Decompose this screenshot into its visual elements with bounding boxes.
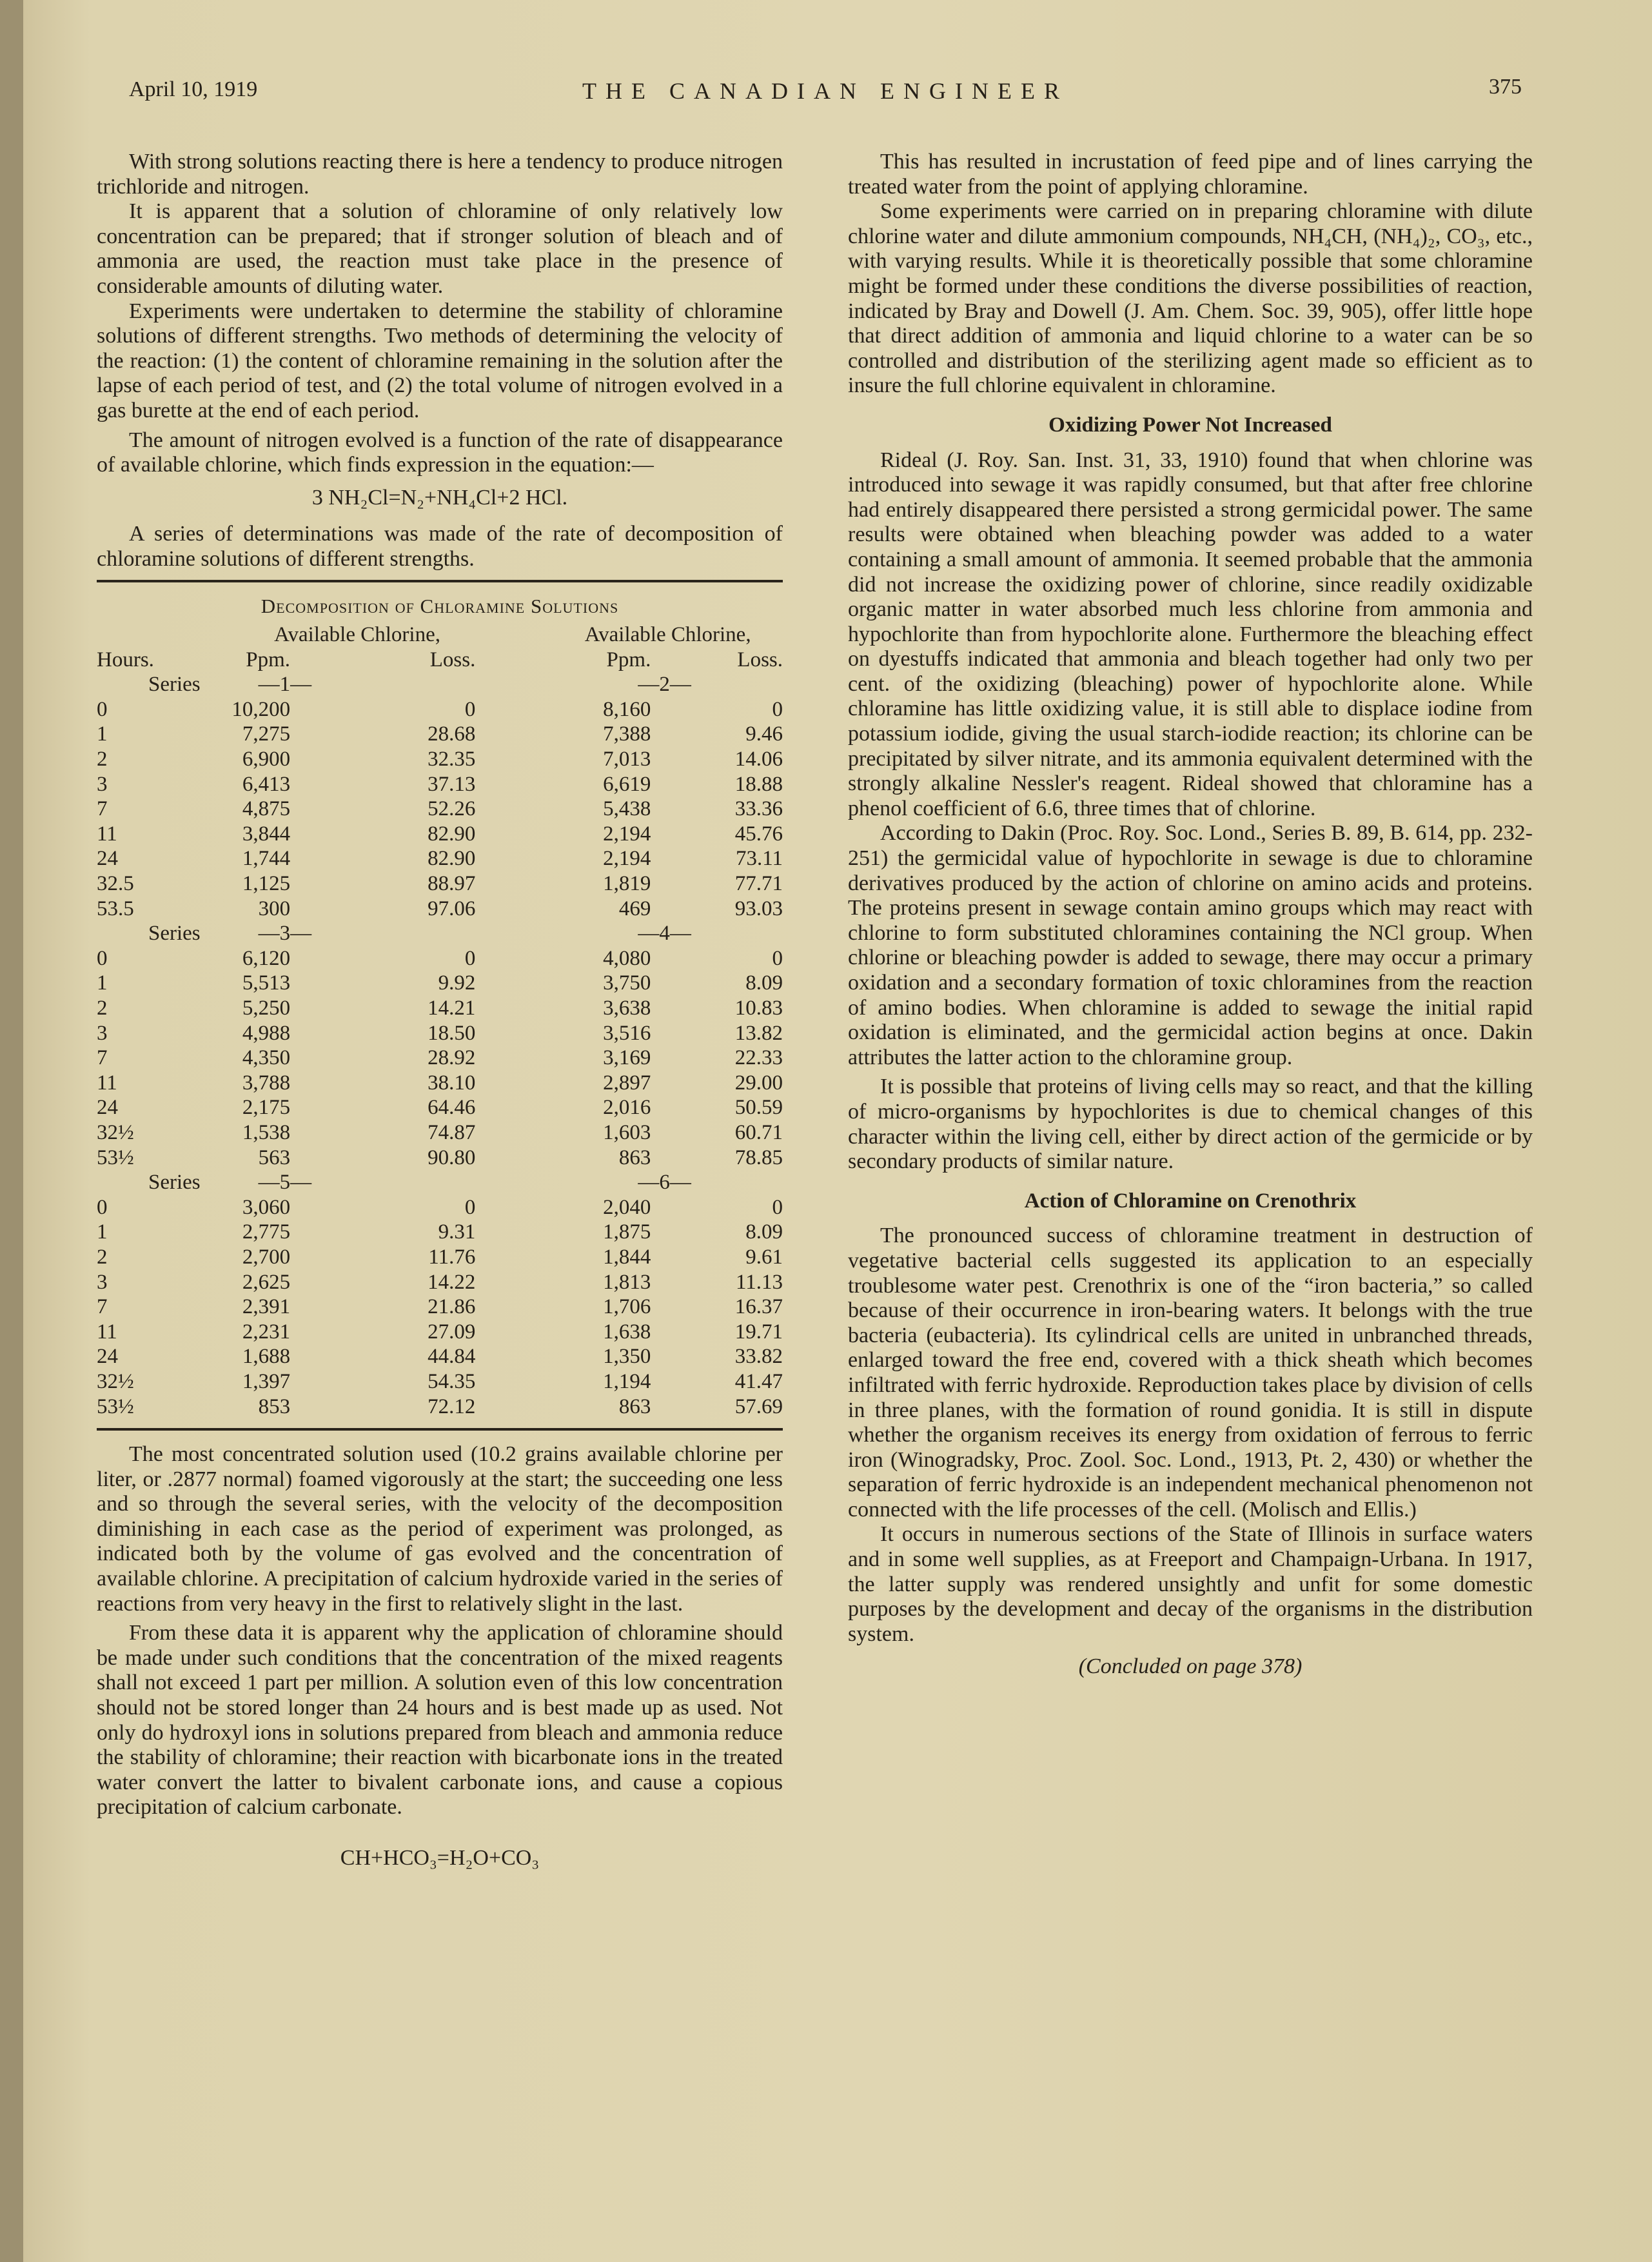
column-header: Hours. xyxy=(97,648,154,671)
table-cell: 33.36 xyxy=(734,797,783,821)
table-cell: 4,350 xyxy=(242,1046,291,1070)
table-cell: 3,750 xyxy=(603,971,651,995)
series-number: —5— xyxy=(258,1171,312,1195)
table-cell: 0 xyxy=(464,1195,476,1219)
table-cell: 3,844 xyxy=(242,822,291,846)
table-row xyxy=(97,996,783,1021)
reaction-equation: 3 NH₂Cl=N₂+NH₄Cl+2 HCl. xyxy=(311,485,568,510)
table-row xyxy=(97,1344,783,1369)
left-column xyxy=(97,150,783,1871)
table-cell: 0 xyxy=(97,1195,108,1219)
paragraph: The pronounced success of chloramine treatment in destruction of vegetative bacterial cells suggested its application to an especially troublesome water pest. Crenothrix is one of the “iron bacteria,” so called because of their occurrence in iron-bearing waters. It belongs with the true bacteria (eubacteria). Its cylindrical cells are united in unbranched threads, enlarged toward the free end, covered with a thick sheath which becomes infiltrated with ferric hydroxide. Reproduction takes place by division of cells in three planes, with the formation of round gonidia. It is still in dispute whether the organism receives its energy from oxidation of ferrous to ferric iron (Winogradsky, Proc. Zool. Soc. Lond., 1913, Pt. 2, 430) or whether the separation of ferric hydroxide is an independent mechanical phenomenon not connected with the life processes of the cell. (Molisch and Ellis.) xyxy=(848,1224,1533,1522)
table-cell: 1,538 xyxy=(242,1120,291,1144)
table-cell: 3 xyxy=(97,772,108,796)
table-cell: 469 xyxy=(618,897,651,920)
column-header: Loss. xyxy=(429,648,476,671)
table-cell: 6,413 xyxy=(242,772,291,796)
table-cell: 9.61 xyxy=(745,1245,783,1269)
paragraph: A series of determinations was made of the rate of decomposition of chloramine solutions of different strengths. xyxy=(97,522,783,571)
series-word: Series xyxy=(148,922,201,946)
table-row xyxy=(97,1295,783,1320)
table-cell: 2 xyxy=(97,997,108,1020)
table-cell: 0 xyxy=(772,697,783,721)
table-cell: 45.76 xyxy=(734,822,783,846)
table-cell: 3,638 xyxy=(603,997,651,1020)
table-cell: 6,120 xyxy=(242,946,291,970)
table-cell: 27.09 xyxy=(428,1320,476,1344)
table-cell: 11 xyxy=(97,822,117,846)
table-cell: 38.10 xyxy=(428,1071,476,1095)
paragraph: The most concentrated solution used (10.2 grains available chlorine per liter, or .2877 normal) foamed vigorously at the start; the succeeding one less and so through the several series, with the velocity of the decomposition diminishing in each case as the period of experiment was prolonged, as indicated both by the volume of gas evolved and the concentration of available chlorine. A precipitation of calcium hydroxide varied in the series of reactions from very heavy in the first to relatively slight in the last. xyxy=(97,1442,783,1616)
table-cell: 0 xyxy=(464,697,476,721)
table-header-row-2 xyxy=(97,648,783,673)
table-cell: 1,603 xyxy=(603,1120,651,1144)
table-row xyxy=(97,1021,783,1046)
table-cell: 32½ xyxy=(97,1369,134,1393)
paragraph: Some experiments were carried on in preparing chloramine with dilute chlorine water and dilute ammonium compounds, NH₄CH, (NH₄)₂, CO₃, etc., with varying results. While it is theoretically possible that some chloramine might be formed under these conditions the diverse possibilities of reaction, indicated by Bray and Dowell (J. Am. Chem. Soc. 39, 905), offer little hope that direct addition of ammonia and liquid chlorine to a water can be so controlled and distribution of the sterilizing agent made so efficient as to insure the full chlorine equivalent in chloramine. xyxy=(848,199,1533,398)
series-label-row xyxy=(97,921,783,946)
table-cell: 853 xyxy=(258,1394,291,1418)
column-group-header: Available Chlorine, xyxy=(584,623,751,647)
table-cell: 10.83 xyxy=(734,997,783,1020)
series-number: —1— xyxy=(258,673,312,697)
table-cell: 8.09 xyxy=(745,971,783,995)
table-cell: 24 xyxy=(97,1345,118,1369)
table-cell: 3 xyxy=(97,1021,108,1045)
table-cell: 24 xyxy=(97,1096,118,1120)
paragraph: It is apparent that a solution of chloramine of only relatively low concentration can be prepared; that if stronger solution of bleach and of ammonia are used, the reaction must take place in the presence of considerable amounts of diluting water. xyxy=(97,199,783,298)
table-row xyxy=(97,1320,783,1345)
table-row xyxy=(97,897,783,922)
column-header: Loss. xyxy=(737,648,783,671)
table-cell: 7,013 xyxy=(603,748,651,771)
table-cell: 863 xyxy=(618,1394,651,1418)
table-cell: 88.97 xyxy=(428,872,476,896)
table-cell: 53½ xyxy=(97,1146,134,1169)
table-cell: 57.69 xyxy=(734,1394,783,1418)
table-cell: 32½ xyxy=(97,1120,134,1144)
table-cell: 22.33 xyxy=(734,1046,783,1070)
table-cell: 300 xyxy=(258,897,291,920)
table-cell: 3,169 xyxy=(603,1046,651,1070)
table-cell: 1,819 xyxy=(603,872,651,896)
table-cell: 11 xyxy=(97,1320,117,1344)
table-cell: 90.80 xyxy=(428,1146,476,1169)
running-header xyxy=(129,77,1522,116)
table-cell: 24 xyxy=(97,847,118,871)
table-cell: 11.13 xyxy=(735,1270,783,1294)
table-cell: 32.5 xyxy=(97,872,134,896)
table-row xyxy=(97,1146,783,1171)
table-cell: 13.82 xyxy=(734,1021,783,1045)
table-cell: 1 xyxy=(97,1220,108,1244)
table-cell: 82.90 xyxy=(428,847,476,871)
table-cell: 0 xyxy=(772,1195,783,1219)
table-cell: 9.31 xyxy=(438,1220,476,1244)
paragraph: The amount of nitrogen evolved is a function of the rate of disappearance of available chlorine, which finds expression in the equation:— xyxy=(97,428,783,477)
table-cell: 1,194 xyxy=(603,1369,651,1393)
table-cell: 53.5 xyxy=(97,897,134,920)
table-cell: 44.84 xyxy=(428,1345,476,1369)
table-cell: 52.26 xyxy=(428,797,476,821)
section-heading: Oxidizing Power Not Increased xyxy=(1048,413,1332,437)
table-cell: 50.59 xyxy=(734,1096,783,1120)
table-cell: 2,040 xyxy=(603,1195,651,1219)
table-cell: 2,231 xyxy=(242,1320,291,1344)
table-cell: 2,175 xyxy=(242,1096,291,1120)
table-cell: 3,060 xyxy=(242,1195,291,1219)
table-cell: 6,619 xyxy=(603,772,651,796)
table-cell: 1,125 xyxy=(242,872,291,896)
table-cell: 74.87 xyxy=(428,1120,476,1144)
table-cell: 2 xyxy=(97,1245,108,1269)
table-cell: 0 xyxy=(464,946,476,970)
table-cell: 77.71 xyxy=(734,872,783,896)
table-cell: 0 xyxy=(97,946,108,970)
table-row xyxy=(97,1195,783,1220)
page-binding-shadow xyxy=(0,0,23,2262)
series-number: —4— xyxy=(638,922,691,946)
paragraph: From these data it is apparent why the application of chloramine should be made under such conditions that the concentration of the mixed reagents shall not exceed 1 part per million. A solution even of this low concentration should not be stored longer than 24 hours and is best made up as used. Not only do hydroxyl ions in solutions prepared from bleach and ammonia reduce the stability of chloramine; their reaction with bicarbonate ions in the treated water convert the latter to bivalent carbonate ions, and cause a copious precipitation of calcium carbonate. xyxy=(97,1621,783,1820)
table-row xyxy=(97,1071,783,1096)
table-cell: 11 xyxy=(97,1071,117,1095)
table-cell: 9.92 xyxy=(438,971,476,995)
page-number: 375 xyxy=(1489,75,1522,99)
series-word: Series xyxy=(148,673,201,697)
table-cell: 60.71 xyxy=(734,1120,783,1144)
table-row xyxy=(97,946,783,971)
table-cell: 1,638 xyxy=(603,1320,651,1344)
series-number: —6— xyxy=(638,1171,691,1195)
table-row xyxy=(97,1245,783,1270)
series-label xyxy=(97,1170,527,1195)
table-cell: 7 xyxy=(97,797,108,821)
table-cell: 11.76 xyxy=(428,1245,476,1269)
table-cell: 2,016 xyxy=(603,1096,651,1120)
paragraph: It is possible that proteins of living cells may so react, and that the killing of micro-organisms by hypochlorites is due to chemical changes of this character within the living cell, either by direct action of the germicide or by secondary products of similar nature. xyxy=(848,1075,1533,1174)
table-cell: 1,688 xyxy=(242,1345,291,1369)
paragraph: With strong solutions reacting there is here a tendency to produce nitrogen trichloride and nitrogen. xyxy=(97,150,783,199)
table-cell: 1 xyxy=(97,722,108,746)
carbonate-equation: CH+HCO₃=H₂O+CO₃ xyxy=(340,1846,540,1870)
decomposition-table xyxy=(97,622,783,1419)
table-cell: 78.85 xyxy=(734,1146,783,1169)
table-bottom-rule xyxy=(97,1428,783,1431)
table-cell: 1,744 xyxy=(242,847,291,871)
table-cell: 3,788 xyxy=(242,1071,291,1095)
table-cell: 21.86 xyxy=(428,1295,476,1319)
table-row xyxy=(97,697,783,722)
table-cell: 16.37 xyxy=(734,1295,783,1319)
table-cell: 2,391 xyxy=(242,1295,291,1319)
table-cell: 7 xyxy=(97,1295,108,1319)
table-cell: 37.13 xyxy=(428,772,476,796)
table-cell: 64.46 xyxy=(428,1096,476,1120)
table-cell: 73.11 xyxy=(735,847,783,871)
paragraph: Rideal (J. Roy. San. Inst. 31, 33, 1910) found that when chlorine was introduced into sewage it was rapidly consumed, but that after free chlorine had entirely disappeared there persisted a strong germicidal power. The same results were obtained when bleaching powder was added to a water containing a small amount of ammonia. It seemed probable that the ammonia did not increase the oxidizing power of chlorine, since readily oxidizable organic matter in water absorbed much less chlorine from ammonia and hypochlorite than from hypochlorite alone. Furthermore the bleaching effect on dyestuffs indicated that ammonia and bleach together had only two per cent. of the oxidizing (bleaching) power of hypochlorite alone. While chloramine has little oxidizing value, it is still able to displace iodine from potassium iodide, giving the usual starch-iodide reaction; its chlorine can be precipitated by silver nitrate, and its ammonia equivalent determined with the strongly alkaline Nessler's reagent. Rideal showed that chloramine has a phenol coefficient of 6.6, three times that of chlorine. xyxy=(848,448,1533,820)
table-cell: 72.12 xyxy=(428,1394,476,1418)
table-cell: 9.46 xyxy=(745,722,783,746)
series-word: Series xyxy=(148,1171,201,1195)
table-cell: 14.06 xyxy=(734,748,783,771)
table-cell: 1,706 xyxy=(603,1295,651,1319)
table-row xyxy=(97,747,783,772)
table-cell: 18.50 xyxy=(428,1021,476,1045)
table-cell: 29.00 xyxy=(734,1071,783,1095)
table-cell: 93.03 xyxy=(734,897,783,920)
table-cell: 14.22 xyxy=(428,1270,476,1294)
table-cell: 82.90 xyxy=(428,822,476,846)
table-cell: 97.06 xyxy=(428,897,476,920)
table-cell: 7,275 xyxy=(242,722,291,746)
table-row xyxy=(97,1369,783,1394)
paragraph: Experiments were undertaken to determine the stability of chloramine solutions of different strengths. Two methods of determining the velocity of the reaction: (1) the content of chloramine remaining in the solution after the lapse of each period of test, and (2) the total volume of nitrogen evolved in a gas burette at the end of each period. xyxy=(97,299,783,422)
table-cell: 1,813 xyxy=(603,1270,651,1294)
table-row xyxy=(97,1095,783,1120)
table-cell: 5,250 xyxy=(242,997,291,1020)
table-cell: 2,625 xyxy=(242,1270,291,1294)
table-cell: 28.68 xyxy=(428,722,476,746)
table-cell: 0 xyxy=(97,697,108,721)
series-label xyxy=(97,921,527,946)
table-row xyxy=(97,1220,783,1245)
table-cell: 4,080 xyxy=(603,946,651,970)
table-header-row-1 xyxy=(97,622,783,648)
table-cell: 7 xyxy=(97,1046,108,1070)
table-cell: 3 xyxy=(97,1270,108,1294)
table-cell: 863 xyxy=(618,1146,651,1169)
table-top-rule xyxy=(97,580,783,582)
table-cell: 14.21 xyxy=(428,997,476,1020)
paragraph: According to Dakin (Proc. Roy. Soc. Lond., Series B. 89, B. 614, pp. 232-251) the germicidal value of hypochlorite in sewage is due to chloramine derivatives produced by the action of chlorine on amino acids and proteins. The proteins present in sewage contain amino groups which may react with chlorine to form substituted chloramines containing the NCl group. When chlorine or bleaching powder is added to sewage, there may occur a primary oxidation and a secondary formation of toxic chloramines from the reaction of amino bodies. When chloramine is added to sewage the initial rapid oxidation is eliminated, and the germicidal action begins at once. Dakin attributes the latter action to the chloramine group. xyxy=(848,821,1533,1069)
table-cell: 5,513 xyxy=(242,971,291,995)
paragraph: It occurs in numerous sections of the State of Illinois in surface waters and in some well supplies, as at Freeport and Champaign-Urbana. In 1917, the latter supply was rendered unsightly and unfit for some domestic purposes by the development and decay of the organisms in the distribution system. xyxy=(848,1522,1533,1646)
column-header: Ppm. xyxy=(246,648,291,671)
table-row xyxy=(97,822,783,847)
right-column xyxy=(848,150,1533,1680)
table-row xyxy=(97,971,783,996)
table-cell: 6,900 xyxy=(242,748,291,771)
table-cell: 33.82 xyxy=(734,1345,783,1369)
table-cell: 1 xyxy=(97,971,108,995)
table-cell: 3,516 xyxy=(603,1021,651,1045)
table-cell: 2,194 xyxy=(603,847,651,871)
continuation-note: (Concluded on page 378) xyxy=(1078,1654,1303,1679)
table-row xyxy=(97,772,783,797)
column-group-header: Available Chlorine, xyxy=(274,623,440,647)
table-row xyxy=(97,871,783,897)
table-cell: 10,200 xyxy=(231,697,291,721)
table-cell: 54.35 xyxy=(428,1369,476,1393)
series-label-row xyxy=(97,672,783,697)
series-number: —2— xyxy=(638,673,691,697)
table-cell: 4,988 xyxy=(242,1021,291,1045)
table-cell: 53½ xyxy=(97,1394,134,1418)
table-row xyxy=(97,846,783,871)
table-cell: 32.35 xyxy=(428,748,476,771)
table-cell: 1,844 xyxy=(603,1245,651,1269)
series-number: —3— xyxy=(258,922,312,946)
table-cell: 2,700 xyxy=(242,1245,291,1269)
table-cell: 18.88 xyxy=(734,772,783,796)
section-heading: Action of Chloramine on Crenothrix xyxy=(1024,1189,1357,1213)
table-row xyxy=(97,1394,783,1420)
table-cell: 28.92 xyxy=(428,1046,476,1070)
series-label xyxy=(97,672,527,697)
column-header: Ppm. xyxy=(606,648,651,671)
table-row xyxy=(97,1270,783,1295)
table-cell: 4,875 xyxy=(242,797,291,821)
table-title: Decomposition of Chloramine Solutions xyxy=(261,594,619,617)
table-cell: 19.71 xyxy=(734,1320,783,1344)
table-cell: 2,194 xyxy=(603,822,651,846)
table-cell: 8.09 xyxy=(745,1220,783,1244)
header-date: April 10, 1919 xyxy=(129,77,258,101)
table-cell: 7,388 xyxy=(603,722,651,746)
table-cell: 0 xyxy=(772,946,783,970)
table-cell: 1,397 xyxy=(242,1369,291,1393)
table-cell: 41.47 xyxy=(734,1369,783,1393)
series-label-row xyxy=(97,1170,783,1195)
table-row xyxy=(97,797,783,822)
table-row xyxy=(97,1120,783,1146)
table-cell: 563 xyxy=(258,1146,291,1169)
table-row xyxy=(97,1046,783,1071)
journal-title: THE CANADIAN ENGINEER xyxy=(582,78,1068,104)
table-cell: 1,875 xyxy=(603,1220,651,1244)
table-cell: 2,775 xyxy=(242,1220,291,1244)
table-cell: 2 xyxy=(97,748,108,771)
table-row xyxy=(97,722,783,747)
paragraph: This has resulted in incrustation of feed pipe and of lines carrying the treated water from the point of applying chloramine. xyxy=(848,150,1533,199)
table-cell: 1,350 xyxy=(603,1345,651,1369)
table-cell: 8,160 xyxy=(603,697,651,721)
table-cell: 5,438 xyxy=(603,797,651,821)
table-cell: 2,897 xyxy=(603,1071,651,1095)
